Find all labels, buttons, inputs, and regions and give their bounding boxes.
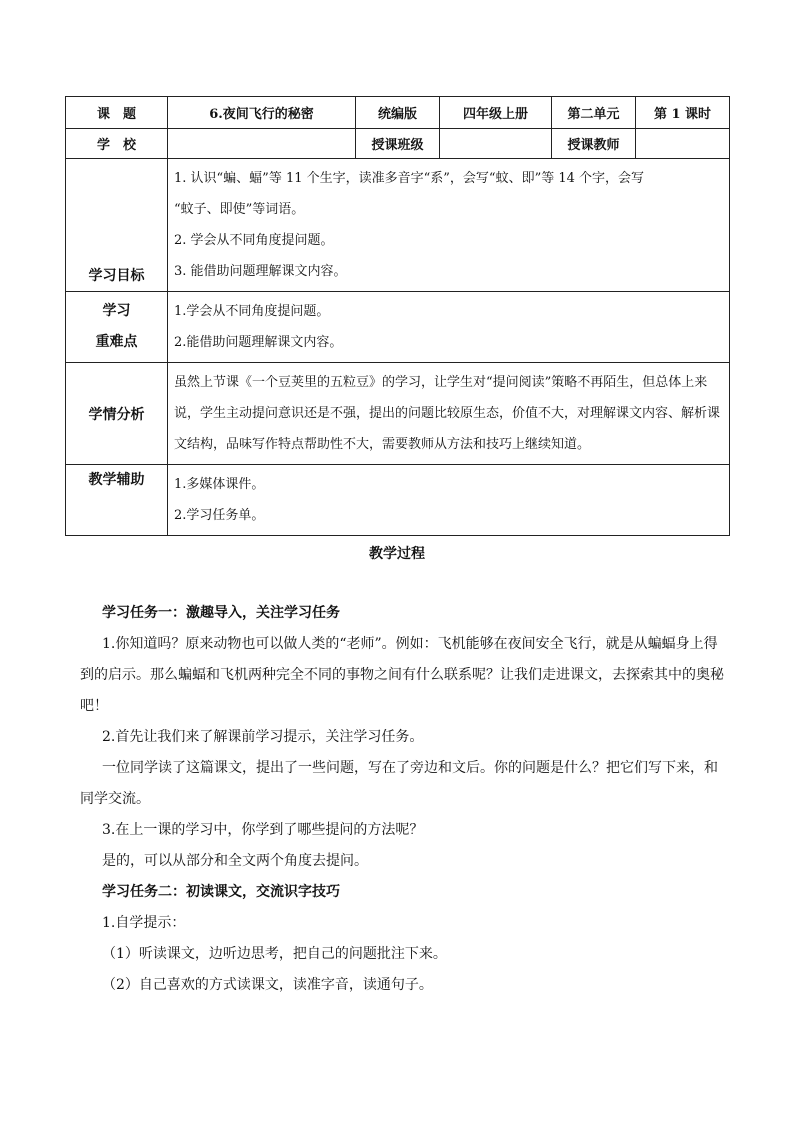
task1-paragraph: 是的，可以从部分和全文两个角度去提问。	[102, 853, 368, 869]
task1-paragraph: 一位同学读了这篇课文，提出了一些问题，写在了旁边和文后。你的问题是什么？把它们写下来，和同学交流。	[80, 760, 718, 807]
task1-paragraph: 1.你知道吗？原来动物也可以做人类的“老师”。例如：飞机能够在夜间安全飞行，就是从蝙蝠身上得到的启示。那么蝙蝠和飞机两种完全不同的事物之间有什么联系呢？让我们走进课文，去探索其中的奥秘吧！	[80, 636, 724, 714]
aid-line: 2.学习任务单。	[174, 508, 265, 523]
task2-paragraph: （2）自己喜欢的方式读课文，读准字音，读通句子。	[102, 977, 433, 993]
task1-heading: 学习任务一：激趣导入，关注学习任务	[102, 605, 340, 621]
key-points-label-line2: 重难点	[95, 334, 138, 350]
key-points-content	[168, 292, 730, 363]
objectives-row	[66, 159, 730, 292]
objective-line: “蚊子、即使”等词语。	[174, 202, 305, 217]
process-title: 教学过程	[369, 546, 425, 562]
unit: 第二单元	[552, 97, 636, 129]
objectives-content	[168, 159, 730, 292]
objective-line: 2. 学会从不同角度提问题。	[174, 233, 334, 248]
title-row	[66, 97, 730, 129]
analysis-content	[168, 363, 730, 465]
key-points-label	[66, 292, 168, 363]
school-label: 学 校	[66, 129, 168, 159]
aids-row	[66, 465, 730, 536]
task1-paragraph: 3.在上一课的学习中，你学到了哪些提问的方法呢？	[102, 822, 424, 838]
grade: 四年级上册	[440, 97, 552, 129]
teacher-value	[636, 129, 730, 159]
key-points-label-line1: 学习	[102, 303, 131, 319]
aid-line: 1.多媒体课件。	[174, 477, 265, 492]
task2-paragraph: （1）听读课文，边听边思考，把自己的问题批注下来。	[102, 946, 447, 962]
lesson-period: 第 1 课时	[636, 97, 730, 129]
key-points-row	[66, 292, 730, 363]
teacher-label: 授课教师	[552, 129, 636, 159]
process-body	[80, 598, 730, 1001]
task1-paragraph: 2.首先让我们来了解课前学习提示，关注学习任务。	[102, 729, 424, 745]
lesson-title: 6.夜间飞行的秘密	[168, 97, 356, 129]
lesson-info-table	[65, 96, 730, 536]
class-label: 授课班级	[356, 129, 440, 159]
objective-line: 1. 认识“蝙、蝠”等 11 个生字，读准多音字“系”，会写“蚊、即”等 14 个字，会写	[174, 171, 645, 186]
aids-content	[168, 465, 730, 536]
objective-line: 3. 能借助问题理解课文内容。	[174, 264, 347, 279]
key-point-line: 2.能借助问题理解课文内容。	[174, 335, 343, 350]
analysis-label: 学情分析	[66, 363, 168, 465]
analysis-row	[66, 363, 730, 465]
analysis-text: 虽然上节课《一个豆荚里的五粒豆》的学习，让学生对“提问阅读”策略不再陌生，但总体上来说，学生主动提问意识还是不强，提出的问题比较原生态，价值不大，对理解课文内容、解析课文结构，品味写作特点帮助性不大，需要教师从方法和技巧上继续知道。	[174, 375, 721, 452]
edition: 统编版	[356, 97, 440, 129]
school-row	[66, 129, 730, 159]
class-value	[440, 129, 552, 159]
task2-heading: 学习任务二：初读课文，交流识字技巧	[102, 884, 340, 900]
school-value	[168, 129, 356, 159]
objectives-label: 学习目标	[66, 159, 168, 292]
topic-label: 课 题	[66, 97, 168, 129]
key-point-line: 1.学会从不同角度提问题。	[174, 304, 330, 319]
task2-paragraph: 1.自学提示：	[102, 915, 186, 931]
aids-label: 教学辅助	[66, 465, 168, 536]
